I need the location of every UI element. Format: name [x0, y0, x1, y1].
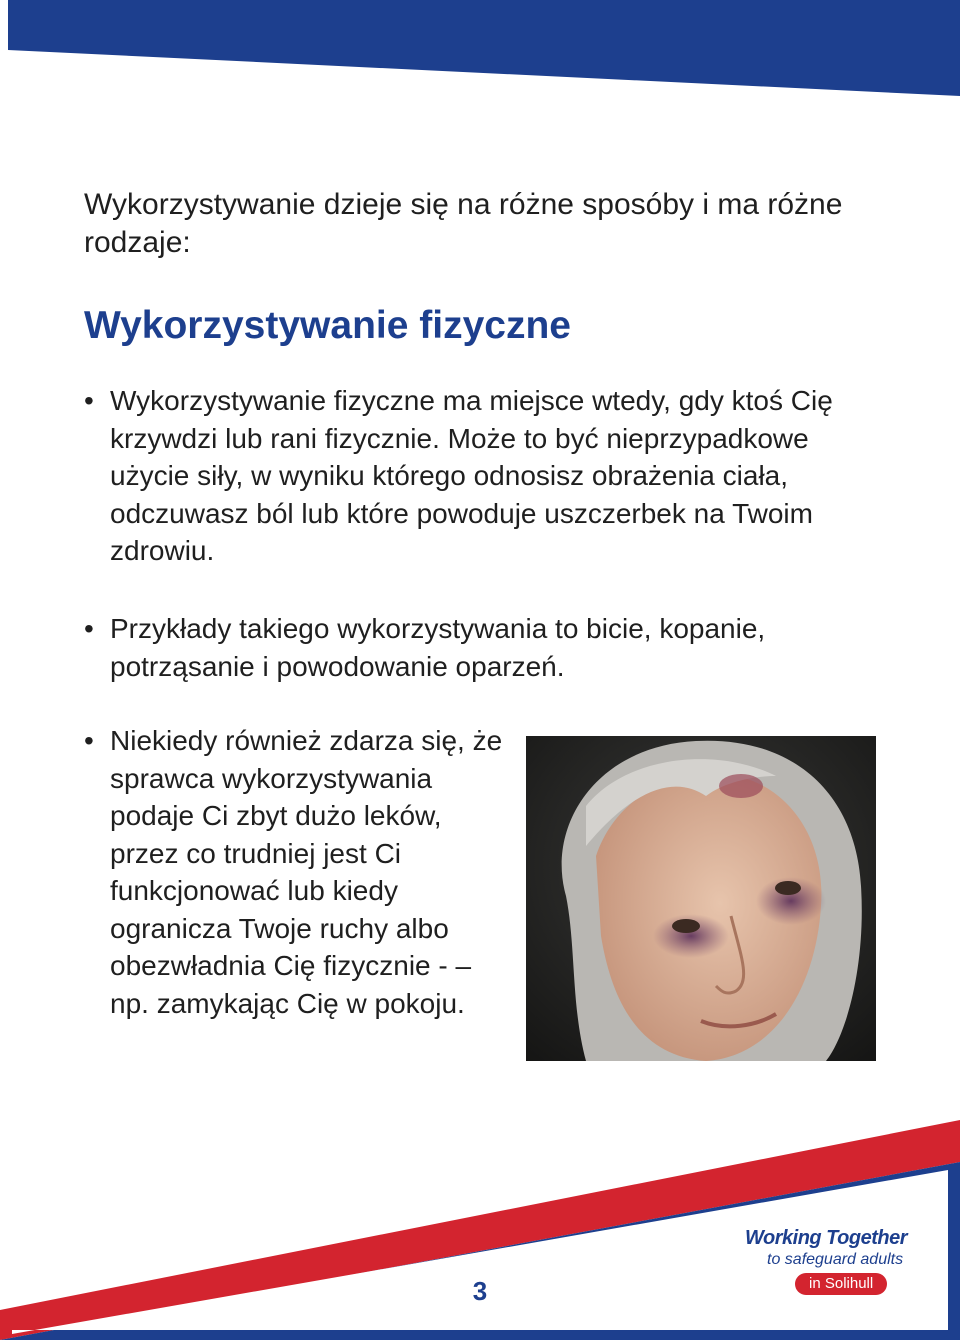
bullet-marker: • — [84, 385, 94, 416]
top-blue-band — [0, 0, 960, 100]
bullet-text: Wykorzystywanie fizyczne ma miejsce wtedy, gdy ktoś Cię krzywdzi lub rani fizycznie. Może to być nieprzypadkowe użycie siły, w wyniku którego odnosisz obrażenia ciała, odczuwasz ból lub które powoduje uszczerbek na Twoim zdrowiu. — [110, 385, 833, 566]
logo-badge: in Solihull — [795, 1273, 887, 1295]
photo-bruised-elderly-woman — [526, 736, 876, 1061]
bullet-text: Niekiedy również zdarza się, że sprawca wykorzystywania podaje Ci zbyt dużo leków, przez co trudniej jest Ci funkcjonować lub kiedy ogranicza Twoje ruchy albo obezwładnia Cię fizycznie - – np. zamykając Cię w pokoju. — [110, 725, 503, 1019]
bullet-marker: • — [84, 613, 94, 644]
working-together-logo — [745, 1226, 935, 1295]
section-heading: Wykorzystywanie fizyczne — [84, 304, 571, 347]
logo-title: Working Together — [745, 1227, 907, 1249]
page-number: 3 — [472, 1276, 488, 1306]
logo-subtitle: to safeguard adults — [767, 1251, 904, 1268]
intro-text: Wykorzystywanie dzieje się na różne sposóby i ma różne rodzaje: — [84, 188, 843, 259]
bullet-text: Przykłady takiego wykorzystywania to bicie, kopanie, potrząsanie i powodowanie oparzeń. — [110, 613, 766, 682]
bullet-marker: • — [84, 725, 94, 756]
